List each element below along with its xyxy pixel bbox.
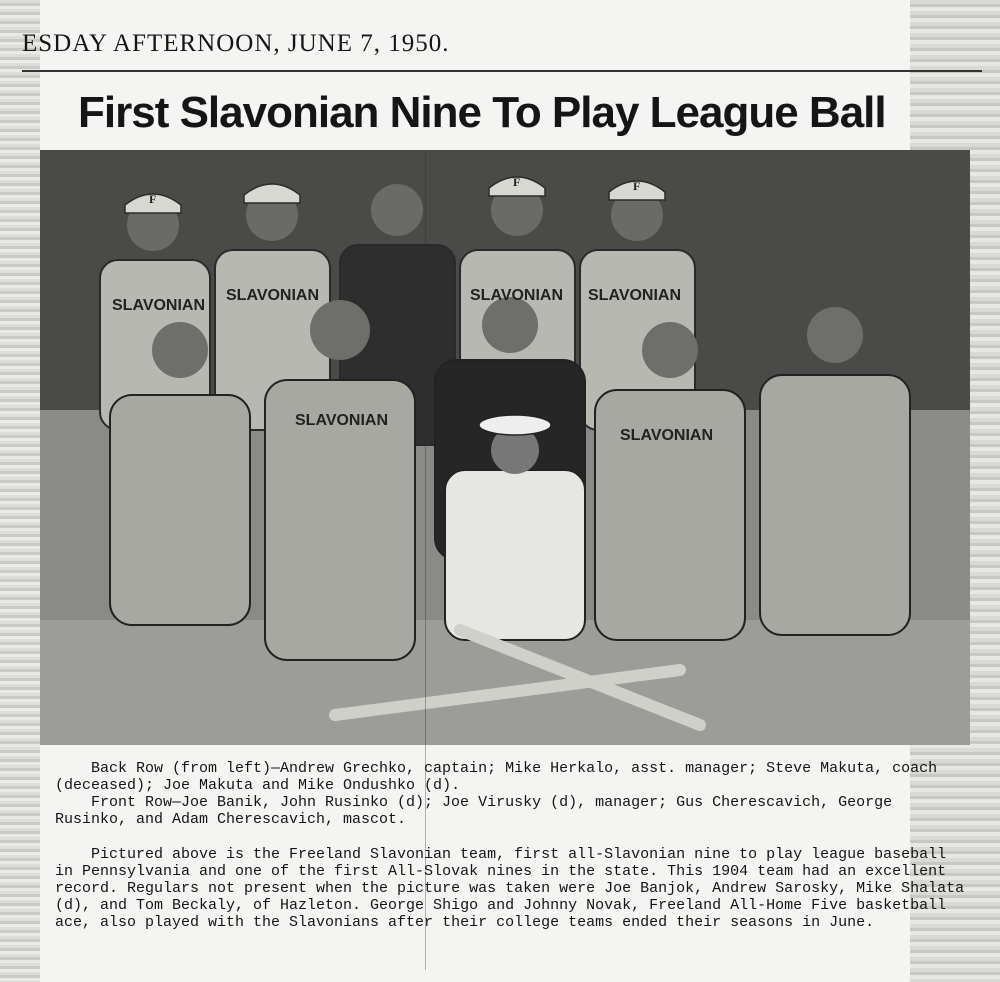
- jersey-label: SLAVONIAN: [112, 297, 206, 314]
- headline: First Slavonian Nine To Play League Ball: [78, 88, 886, 137]
- jersey-label: SLAVONIAN: [226, 287, 320, 304]
- caption-gap: [55, 828, 965, 846]
- caption-front-row: Front Row—Joe Banik, John Rusinko (d); Joe Virusky (d), manager; Gus Cherescavich, George Rusinko, and Adam Cherescavich, mascot.: [55, 794, 893, 828]
- cap-letter: F: [149, 192, 157, 206]
- jersey-label: SLAVONIAN: [620, 427, 714, 444]
- cap-letter: F: [633, 179, 641, 193]
- headline-rule: [22, 70, 982, 72]
- cap-letter: F: [513, 175, 521, 189]
- caption-back-row: Back Row (from left)—Andrew Grechko, captain; Mike Herkalo, asst. manager; Steve Makuta, coach (deceased); Joe Makuta and Mike Ondushko (d).: [55, 760, 938, 794]
- jersey-label: SLAVONIAN: [588, 287, 682, 304]
- photo-caption: [55, 760, 965, 931]
- caption-story: Pictured above is the Freeland Slavonian team, first all-Slavonian nine to play league baseball in Pennsylvania and one of the first All-Slovak nines in the state. This 1904 team had an excellent record. Regulars not present when the picture was taken were Joe Banjok, Andrew Sarosky, Mike Shalata (d), and Tom Beckaly, of Hazleton. George Shigo and Johnny Novak, Freeland All-Home Five basketball ace, also played with the Slavonians after their college teams ended their seasons in June.: [55, 846, 965, 931]
- team-photo: [40, 150, 970, 745]
- jersey-label: SLAVONIAN: [295, 412, 389, 429]
- paper-edge-left: [0, 0, 40, 982]
- team-photo-illustration: [40, 150, 970, 745]
- dateline: ESDAY AFTERNOON, JUNE 7, 1950.: [22, 30, 450, 57]
- jersey-label: SLAVONIAN: [470, 287, 564, 304]
